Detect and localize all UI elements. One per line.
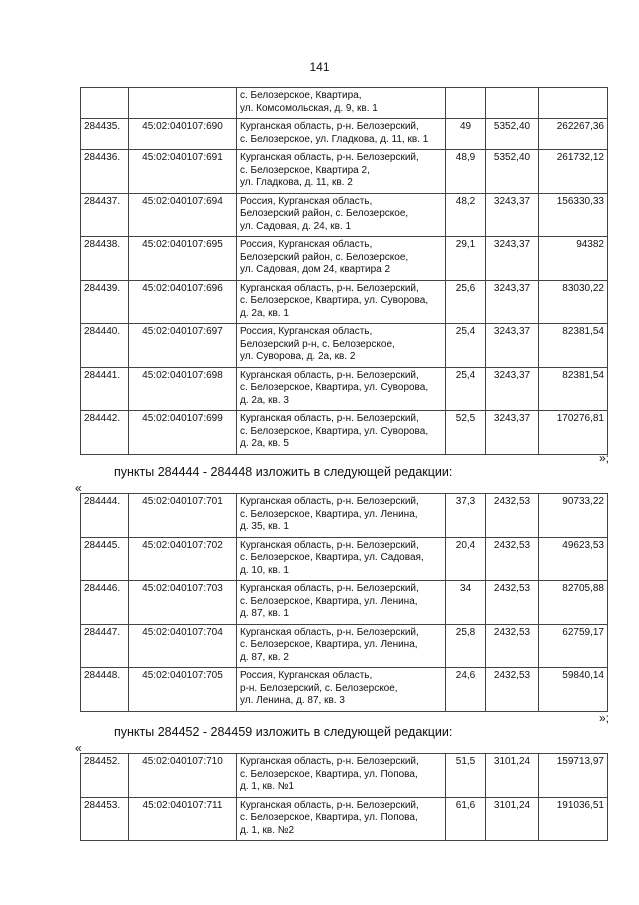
- cadastral-number-cell: 45:02:040107:705: [129, 668, 237, 712]
- area-cell: 29,1: [446, 237, 486, 281]
- address-line: с. Белозерское, Квартира 2,: [240, 164, 370, 176]
- item-number-cell: 284436.: [81, 150, 129, 194]
- cadastral-value-cell: 156330,33: [539, 193, 608, 237]
- item-number-cell: 284438.: [81, 237, 129, 281]
- cadastral-value-cell: 82705,88: [539, 581, 608, 625]
- table-row: [81, 537, 608, 581]
- address-line: Белозерский район, с. Белозерское,: [240, 251, 409, 263]
- area-cell: 24,6: [446, 668, 486, 712]
- unit-price-cell: 2432,53: [486, 624, 539, 668]
- cadastral-value-cell: 170276,81: [539, 411, 608, 455]
- cadastral-value-cell: 83030,22: [539, 280, 608, 324]
- address-cell: [237, 411, 446, 455]
- address-line: д. 87, кв. 1: [240, 608, 289, 619]
- cadastral-value-cell: 59840,14: [539, 668, 608, 712]
- address-line: с. Белозерское, Квартира, ул. Попова,: [240, 768, 418, 780]
- address-line: с. Белозерское, Квартира, ул. Садовая,: [240, 552, 424, 563]
- cadastral-value-cell: [539, 88, 608, 119]
- address-cell: [237, 797, 446, 841]
- item-number-cell: 284440.: [81, 324, 129, 368]
- item-number-cell: 284442.: [81, 411, 129, 455]
- table-row: [81, 797, 608, 841]
- cadastral-number-cell: [129, 88, 237, 119]
- table-row: [81, 119, 608, 150]
- closing-quote-mark: »;: [598, 451, 609, 465]
- address-line: Курганская область, р-н. Белозерский,: [240, 282, 419, 294]
- area-cell: 52,5: [446, 411, 486, 455]
- address-line: д. 87, кв. 2: [240, 651, 289, 663]
- unit-price-cell: 3243,37: [486, 280, 539, 324]
- registry-table-3-body: [81, 754, 608, 841]
- address-cell: [237, 494, 446, 538]
- item-number-cell: [81, 88, 129, 119]
- item-number-cell: 284447.: [81, 624, 129, 668]
- area-cell: 49: [446, 119, 486, 150]
- address-line: Курганская область, р-н. Белозерский,: [240, 626, 419, 638]
- cadastral-value-cell: 262267,36: [539, 119, 608, 150]
- unit-price-cell: 2432,53: [486, 581, 539, 625]
- page-number: 141: [309, 60, 330, 74]
- address-cell: [237, 367, 446, 411]
- item-number-cell: 284448.: [81, 668, 129, 712]
- address-line: д. 1, кв. №2: [240, 824, 295, 836]
- cadastral-value-cell: 49623,53: [539, 537, 608, 581]
- unit-price-cell: 2432,53: [486, 494, 539, 538]
- address-line: д. 2а, кв. 5: [240, 438, 289, 449]
- cadastral-number-cell: 45:02:040107:710: [129, 754, 237, 798]
- area-cell: 25,4: [446, 324, 486, 368]
- address-line: д. 35, кв. 1: [240, 521, 289, 532]
- area-cell: [446, 88, 486, 119]
- address-line: ул. Суворова, д. 2а, кв. 2: [240, 351, 356, 362]
- area-cell: 25,8: [446, 624, 486, 668]
- area-cell: 34: [446, 581, 486, 625]
- address-line: Курганская область, р-н. Белозерский,: [240, 583, 419, 594]
- address-cell: [237, 237, 446, 281]
- address-line: д. 10, кв. 1: [240, 564, 289, 576]
- item-number-cell: 284437.: [81, 193, 129, 237]
- item-number-cell: 284441.: [81, 367, 129, 411]
- address-line: с. Белозерское, Квартира,: [240, 90, 362, 101]
- address-line: с. Белозерское, Квартира, ул. Суворова,: [240, 382, 429, 393]
- address-line: ул. Комсомольская, д. 9, кв. 1: [240, 102, 378, 114]
- address-line: Курганская область, р-н. Белозерский,: [240, 152, 419, 163]
- address-cell: [237, 754, 446, 798]
- address-cell: [237, 668, 446, 712]
- address-line: Белозерский район, с. Белозерское,: [240, 208, 409, 219]
- cadastral-number-cell: 45:02:040107:702: [129, 537, 237, 581]
- cadastral-value-cell: 82381,54: [539, 367, 608, 411]
- area-cell: 25,4: [446, 367, 486, 411]
- address-cell: [237, 193, 446, 237]
- address-cell: [237, 324, 446, 368]
- address-line: с. Белозерское, ул. Гладкова, д. 11, кв. 1: [240, 133, 429, 145]
- item-number-cell: 284445.: [81, 537, 129, 581]
- address-line: д. 1, кв. №1: [240, 781, 295, 792]
- item-number-cell: 284444.: [81, 494, 129, 538]
- address-cell: [237, 537, 446, 581]
- address-cell: [237, 280, 446, 324]
- area-cell: 37,3: [446, 494, 486, 538]
- table-row: [81, 668, 608, 712]
- address-line: ул. Гладкова, д. 11, кв. 2: [240, 177, 353, 188]
- registry-table-1-body: [81, 88, 608, 455]
- closing-quote-mark: »;: [598, 711, 609, 725]
- area-cell: 48,9: [446, 150, 486, 194]
- address-line: Курганская область, р-н. Белозерский,: [240, 539, 419, 551]
- cadastral-value-cell: 159713,97: [539, 754, 608, 798]
- unit-price-cell: 3243,37: [486, 237, 539, 281]
- address-line: с. Белозерское, Квартира, ул. Попова,: [240, 812, 418, 823]
- unit-price-cell: 3243,37: [486, 411, 539, 455]
- address-line: с. Белозерское, Квартира, ул. Суворова,: [240, 295, 429, 306]
- table-row: [81, 88, 608, 119]
- opening-quote-mark: «: [75, 481, 82, 495]
- unit-price-cell: 5352,40: [486, 150, 539, 194]
- table-row: [81, 237, 608, 281]
- cadastral-number-cell: 45:02:040107:694: [129, 193, 237, 237]
- table-row: [81, 494, 608, 538]
- cadastral-value-cell: 62759,17: [539, 624, 608, 668]
- unit-price-cell: 3243,37: [486, 193, 539, 237]
- address-line: Белозерский р-н, с. Белозерское,: [240, 338, 395, 350]
- amendment-instruction: пункты 284452 - 284459 изложить в следующей редакции:: [114, 725, 453, 739]
- cadastral-value-cell: 82381,54: [539, 324, 608, 368]
- item-number-cell: 284446.: [81, 581, 129, 625]
- cadastral-number-cell: 45:02:040107:699: [129, 411, 237, 455]
- address-line: ул. Ленина, д. 87, кв. 3: [240, 695, 345, 706]
- unit-price-cell: 3101,24: [486, 797, 539, 841]
- cadastral-number-cell: 45:02:040107:704: [129, 624, 237, 668]
- table-row: [81, 754, 608, 798]
- address-line: с. Белозерское, Квартира, ул. Ленина,: [240, 639, 418, 650]
- unit-price-cell: 2432,53: [486, 537, 539, 581]
- cadastral-number-cell: 45:02:040107:701: [129, 494, 237, 538]
- cadastral-number-cell: 45:02:040107:698: [129, 367, 237, 411]
- area-cell: 61,6: [446, 797, 486, 841]
- table-row: [81, 193, 608, 237]
- address-cell: [237, 581, 446, 625]
- cadastral-value-cell: 191036,51: [539, 797, 608, 841]
- table-row: [81, 624, 608, 668]
- registry-table-1: [80, 87, 608, 455]
- address-line: с. Белозерское, Квартира, ул. Ленина,: [240, 595, 418, 607]
- address-cell: [237, 88, 446, 119]
- unit-price-cell: 3101,24: [486, 754, 539, 798]
- item-number-cell: 284452.: [81, 754, 129, 798]
- registry-table-3: [80, 753, 608, 841]
- address-line: д. 2а, кв. 3: [240, 394, 289, 406]
- address-line: с. Белозерское, Квартира, ул. Ленина,: [240, 508, 418, 520]
- cadastral-number-cell: 45:02:040107:711: [129, 797, 237, 841]
- address-cell: [237, 119, 446, 150]
- area-cell: 25,6: [446, 280, 486, 324]
- address-line: Россия, Курганская область,: [240, 326, 373, 337]
- item-number-cell: 284439.: [81, 280, 129, 324]
- address-line: Россия, Курганская область,: [240, 239, 373, 250]
- address-cell: [237, 624, 446, 668]
- address-line: ул. Садовая, д. 24, кв. 1: [240, 220, 352, 232]
- unit-price-cell: [486, 88, 539, 119]
- address-line: Россия, Курганская область,: [240, 670, 373, 681]
- address-line: ул. Садовая, дом 24, квартира 2: [240, 264, 391, 275]
- address-line: Курганская область, р-н. Белозерский,: [240, 496, 419, 507]
- table-row: [81, 280, 608, 324]
- registry-table-2: [80, 493, 608, 712]
- address-line: д. 2а, кв. 1: [240, 307, 289, 319]
- address-line: Курганская область, р-н. Белозерский,: [240, 413, 419, 424]
- unit-price-cell: 3243,37: [486, 324, 539, 368]
- cadastral-number-cell: 45:02:040107:690: [129, 119, 237, 150]
- table-row: [81, 324, 608, 368]
- cadastral-value-cell: 94382: [539, 237, 608, 281]
- area-cell: 48,2: [446, 193, 486, 237]
- address-line: с. Белозерское, Квартира, ул. Суворова,: [240, 425, 429, 437]
- table-row: [81, 581, 608, 625]
- unit-price-cell: 2432,53: [486, 668, 539, 712]
- amendment-instruction: пункты 284444 - 284448 изложить в следующей редакции:: [114, 465, 453, 479]
- address-line: Курганская область, р-н. Белозерский,: [240, 369, 419, 381]
- item-number-cell: 284435.: [81, 119, 129, 150]
- cadastral-number-cell: 45:02:040107:691: [129, 150, 237, 194]
- unit-price-cell: 5352,40: [486, 119, 539, 150]
- address-line: Россия, Курганская область,: [240, 195, 373, 207]
- address-line: Курганская область, р-н. Белозерский,: [240, 756, 419, 767]
- cadastral-number-cell: 45:02:040107:696: [129, 280, 237, 324]
- item-number-cell: 284453.: [81, 797, 129, 841]
- cadastral-number-cell: 45:02:040107:695: [129, 237, 237, 281]
- cadastral-number-cell: 45:02:040107:703: [129, 581, 237, 625]
- address-line: Курганская область, р-н. Белозерский,: [240, 799, 419, 811]
- table-row: [81, 411, 608, 455]
- cadastral-number-cell: 45:02:040107:697: [129, 324, 237, 368]
- registry-table-2-body: [81, 494, 608, 712]
- table-row: [81, 367, 608, 411]
- address-line: р-н. Белозерский, с. Белозерское,: [240, 682, 398, 694]
- address-line: Курганская область, р-н. Белозерский,: [240, 121, 419, 132]
- address-cell: [237, 150, 446, 194]
- table-row: [81, 150, 608, 194]
- cadastral-value-cell: 261732,12: [539, 150, 608, 194]
- area-cell: 51,5: [446, 754, 486, 798]
- unit-price-cell: 3243,37: [486, 367, 539, 411]
- cadastral-value-cell: 90733,22: [539, 494, 608, 538]
- opening-quote-mark: «: [75, 741, 82, 755]
- area-cell: 20,4: [446, 537, 486, 581]
